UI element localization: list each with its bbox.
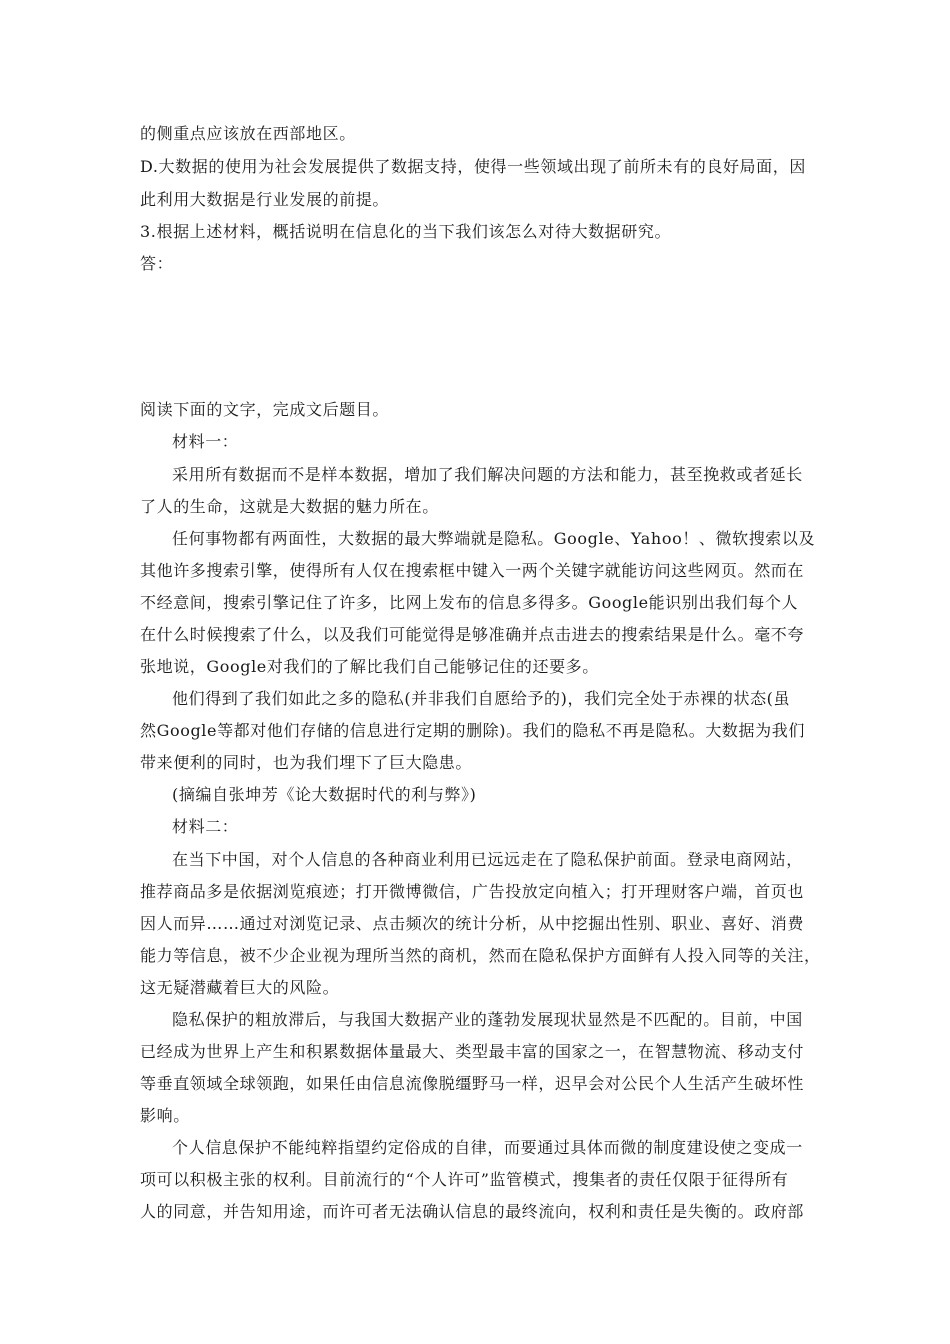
- material-1-p3-line: 带来便利的同时，也为我们埋下了巨大隐患。: [140, 753, 473, 772]
- continued-option-text: 的侧重点应该放在西部地区。: [140, 124, 356, 143]
- material-1-p2-line: 不经意间，搜索引擎记住了许多，比网上发布的信息多得多。Google能识别出我们每个人: [140, 593, 799, 612]
- material-2-p3-line: 项可以积极主张的权利。目前流行的“个人许可”监管模式，搜集者的责任仅限于征得所有: [140, 1170, 789, 1189]
- material-2-p3-line: 人的同意，并告知用途，而许可者无法确认信息的最终流向，权利和责任是失衡的。政府部: [140, 1202, 805, 1221]
- material-1-p2-line: 任何事物都有两面性，大数据的最大弊端就是隐私。Google、Yahoo！、微软搜索以及: [172, 529, 816, 548]
- material-2-p1-line: 推荐商品多是依据浏览痕迹；打开微博微信，广告投放定向植入；打开理财客户端，首页也: [140, 882, 805, 901]
- material-1-p2-line: 张地说，Google对我们的了解比我们自己能够记住的还要多。: [140, 657, 599, 676]
- material-1-p2-line: 其他许多搜索引擎，使得所有人仅在搜索框中键入一两个关键字就能访问这些网页。然而在: [140, 561, 805, 580]
- material-1-heading: 材料一：: [172, 432, 239, 451]
- question-3: 3.根据上述材料，概括说明在信息化的当下我们该怎么对待大数据研究。: [140, 222, 672, 241]
- material-2-p3-line: 个人信息保护不能纯粹指望约定俗成的自律，而要通过具体而微的制度建设使之变成一: [172, 1138, 803, 1157]
- material-1-p3-line: 然Google等都对他们存储的信息进行定期的删除)。我们的隐私不再是隐私。大数据为我们: [140, 721, 805, 740]
- material-1-p1-line: 了人的生命，这就是大数据的魅力所在。: [140, 497, 439, 516]
- material-2-heading: 材料二：: [172, 817, 239, 836]
- material-2-p1-line: 因人而异……通过对浏览记录、点击频次的统计分析，从中挖掘出性别、职业、喜好、消费: [140, 914, 805, 933]
- answer-label: 答：: [140, 254, 174, 273]
- material-2-p2-line: 等垂直领域全球领跑，如果任由信息流像脱缰野马一样，迟早会对公民个人生活产生破坏性: [140, 1074, 805, 1093]
- option-d-line-2: 此利用大数据是行业发展的前提。: [140, 190, 390, 209]
- material-2-p2-line: 影响。: [140, 1106, 190, 1125]
- material-2-p1-line: 在当下中国，对个人信息的各种商业利用已远远走在了隐私保护前面。登录电商网站，: [172, 850, 803, 869]
- material-2-p2-line: 隐私保护的粗放滞后，与我国大数据产业的蓬勃发展现状显然是不匹配的。目前，中国: [172, 1010, 803, 1029]
- option-d-line-1: D.大数据的使用为社会发展提供了数据支持，使得一些领域出现了前所未有的良好局面，因: [140, 157, 806, 176]
- material-1-p1-line: 采用所有数据而不是样本数据，增加了我们解决问题的方法和能力，甚至挽救或者延长: [172, 465, 803, 484]
- reading-instruction: 阅读下面的文字，完成文后题目。: [140, 400, 390, 419]
- material-2-p1-line: 能力等信息，被不少企业视为理所当然的商机，然而在隐私保护方面鲜有人投入同等的关注，: [140, 946, 821, 965]
- material-1-source: (摘编自张坤芳《论大数据时代的利与弊》): [172, 785, 477, 804]
- material-2-p1-line: 这无疑潜藏着巨大的风险。: [140, 978, 340, 997]
- material-1-p3-line: 他们得到了我们如此之多的隐私(并非我们自愿给予的)，我们完全处于赤裸的状态(虽: [172, 689, 791, 708]
- material-1-p2-line: 在什么时候搜索了什么，以及我们可能觉得是够准确并点击进去的搜索结果是什么。毫不夸: [140, 625, 805, 644]
- material-2-p2-line: 已经成为世界上产生和积累数据体量最大、类型最丰富的国家之一，在智慧物流、移动支付: [140, 1042, 805, 1061]
